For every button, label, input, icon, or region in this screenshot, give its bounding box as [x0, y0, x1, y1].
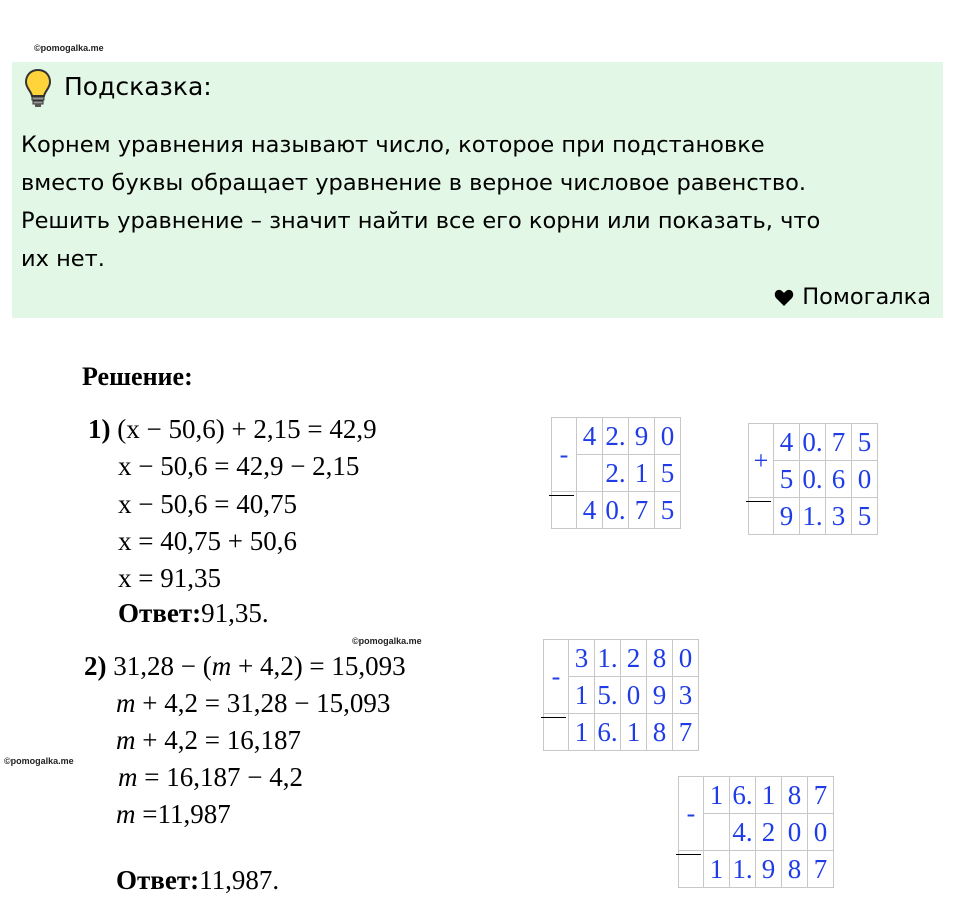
- hint-text: [21, 126, 921, 278]
- equation-part: + 4,2) = 15,093: [231, 651, 406, 681]
- digit-cell: 8: [782, 777, 808, 814]
- digit-cell: 4: [577, 418, 603, 455]
- problem2-answer: [116, 865, 279, 896]
- answer-value: 11,987.: [199, 865, 280, 895]
- empty-cell: [679, 851, 704, 888]
- digit-cell: 0: [655, 418, 681, 455]
- digit-cell: 1: [756, 777, 782, 814]
- watermark-left: ©pomogalka.me: [4, 756, 74, 766]
- lightbulb-icon: [24, 68, 52, 108]
- digit-cell: 0.: [603, 492, 629, 529]
- digit-cell: 5: [852, 498, 878, 535]
- digit-cell: 5: [655, 455, 681, 492]
- digit-cell: 7: [826, 424, 852, 461]
- digit-cell: 1: [704, 851, 730, 888]
- digit-cell: 2: [756, 814, 782, 851]
- digit-cell: 3: [826, 498, 852, 535]
- digit-cell: 9: [774, 498, 800, 535]
- digit-cell: 1.: [800, 498, 826, 535]
- problem2-number: 2): [84, 651, 107, 681]
- empty-cell: [552, 492, 577, 529]
- solution-title: Решение:: [82, 362, 193, 391]
- watermark-top: ©pomogalka.me: [34, 43, 104, 53]
- digit-cell: 4.: [730, 814, 756, 851]
- heart-icon: [774, 289, 794, 307]
- digit-cell: 3: [673, 677, 699, 714]
- hint-line: их нет.: [21, 246, 105, 272]
- credit-label: Помогалка: [802, 284, 931, 310]
- problem1-line3: x − 50,6 = 40,75: [118, 489, 297, 519]
- digit-cell: 0.: [800, 424, 826, 461]
- digit-cell: 9: [647, 677, 673, 714]
- equation-part: 31,28 − (: [113, 651, 212, 681]
- digit-cell: 6.: [730, 777, 756, 814]
- digit-cell: [704, 814, 730, 851]
- calc-subtraction-3: [678, 776, 834, 888]
- problem1-answer: [118, 598, 269, 629]
- digit-cell: 8: [647, 714, 673, 751]
- hint-line: Корнем уравнения называют число, которое при подстановке: [21, 132, 765, 158]
- digit-cell: 0: [808, 814, 834, 851]
- calc-subtraction-2: [543, 639, 699, 751]
- equation-part: + 4,2 = 31,28 − 15,093: [135, 688, 391, 718]
- digit-cell: 1: [569, 677, 595, 714]
- digit-cell: 1.: [595, 640, 621, 677]
- hint-title: Подсказка:: [64, 72, 212, 101]
- digit-cell: 3: [569, 640, 595, 677]
- problem2-line3: [116, 725, 301, 756]
- watermark-middle: ©pomogalka.me: [352, 636, 422, 646]
- digit-cell: 5: [655, 492, 681, 529]
- variable-m: m: [116, 688, 136, 718]
- digit-cell: 1: [629, 455, 655, 492]
- equation-part: + 4,2 = 16,187: [135, 725, 301, 755]
- problem1-line5: x = 91,35: [118, 563, 221, 593]
- digit-cell: 8: [647, 640, 673, 677]
- variable-m: m: [116, 799, 136, 829]
- hint-credit: [802, 284, 931, 310]
- result-bar: [541, 717, 566, 718]
- result-bar: [676, 854, 701, 855]
- digit-cell: 0: [852, 461, 878, 498]
- hint-box: [12, 62, 943, 318]
- digit-cell: 0: [621, 677, 647, 714]
- digit-cell: 7: [808, 851, 834, 888]
- answer-value: 91,35.: [201, 598, 269, 628]
- digit-cell: 5.: [595, 677, 621, 714]
- digit-cell: 4: [774, 424, 800, 461]
- hint-line: Решить уравнение – значит найти все его корни или показать, что: [21, 208, 821, 234]
- problem1-line1: [88, 414, 377, 445]
- digit-cell: 2.: [603, 455, 629, 492]
- problem2-line2: [116, 688, 390, 719]
- problem1-line2: x − 50,6 = 42,9 − 2,15: [118, 451, 360, 481]
- digit-cell: 5: [852, 424, 878, 461]
- digit-cell: 1: [569, 714, 595, 751]
- digit-cell: 2.: [603, 418, 629, 455]
- digit-cell: 0.: [800, 461, 826, 498]
- digit-cell: 9: [629, 418, 655, 455]
- digit-cell: 1.: [730, 851, 756, 888]
- digit-cell: 0: [673, 640, 699, 677]
- answer-label: Ответ:: [118, 598, 202, 628]
- problem1-line4: x = 40,75 + 50,6: [118, 526, 297, 556]
- minus-sign: -: [679, 777, 704, 851]
- variable-m: m: [116, 725, 136, 755]
- equation-part: =11,987: [135, 799, 231, 829]
- hint-line: вместо буквы обращает уравнение в верное числовое равенство.: [21, 170, 807, 196]
- result-bar: [549, 495, 574, 496]
- minus-sign: -: [552, 418, 577, 492]
- digit-cell: 4: [577, 492, 603, 529]
- calc-addition-1: [748, 423, 878, 535]
- digit-cell: 7: [808, 777, 834, 814]
- problem1-number: 1): [88, 414, 111, 444]
- calc-subtraction-1: [551, 417, 681, 529]
- digit-cell: 1: [704, 777, 730, 814]
- result-bar: [746, 501, 771, 502]
- variable-m: m: [118, 762, 138, 792]
- digit-cell: 6.: [595, 714, 621, 751]
- digit-cell: 5: [774, 461, 800, 498]
- empty-cell: [544, 714, 569, 751]
- digit-cell: 8: [782, 851, 808, 888]
- digit-cell: 9: [756, 851, 782, 888]
- equation-part: = 16,187 − 4,2: [137, 762, 303, 792]
- digit-cell: 7: [629, 492, 655, 529]
- equation: (x − 50,6) + 2,15 = 42,9: [117, 414, 377, 444]
- digit-cell: 2: [621, 640, 647, 677]
- answer-label: Ответ:: [116, 865, 200, 895]
- minus-sign: -: [544, 640, 569, 714]
- problem2-line5: [116, 799, 231, 830]
- digit-cell: 7: [673, 714, 699, 751]
- digit-cell: 1: [621, 714, 647, 751]
- problem2-line4: [118, 762, 303, 793]
- digit-cell: 0: [782, 814, 808, 851]
- digit-cell: 6: [826, 461, 852, 498]
- variable-m: m: [211, 651, 232, 681]
- plus-sign: +: [749, 424, 774, 498]
- problem2-line1: [84, 651, 406, 682]
- digit-cell: [577, 455, 603, 492]
- empty-cell: [749, 498, 774, 535]
